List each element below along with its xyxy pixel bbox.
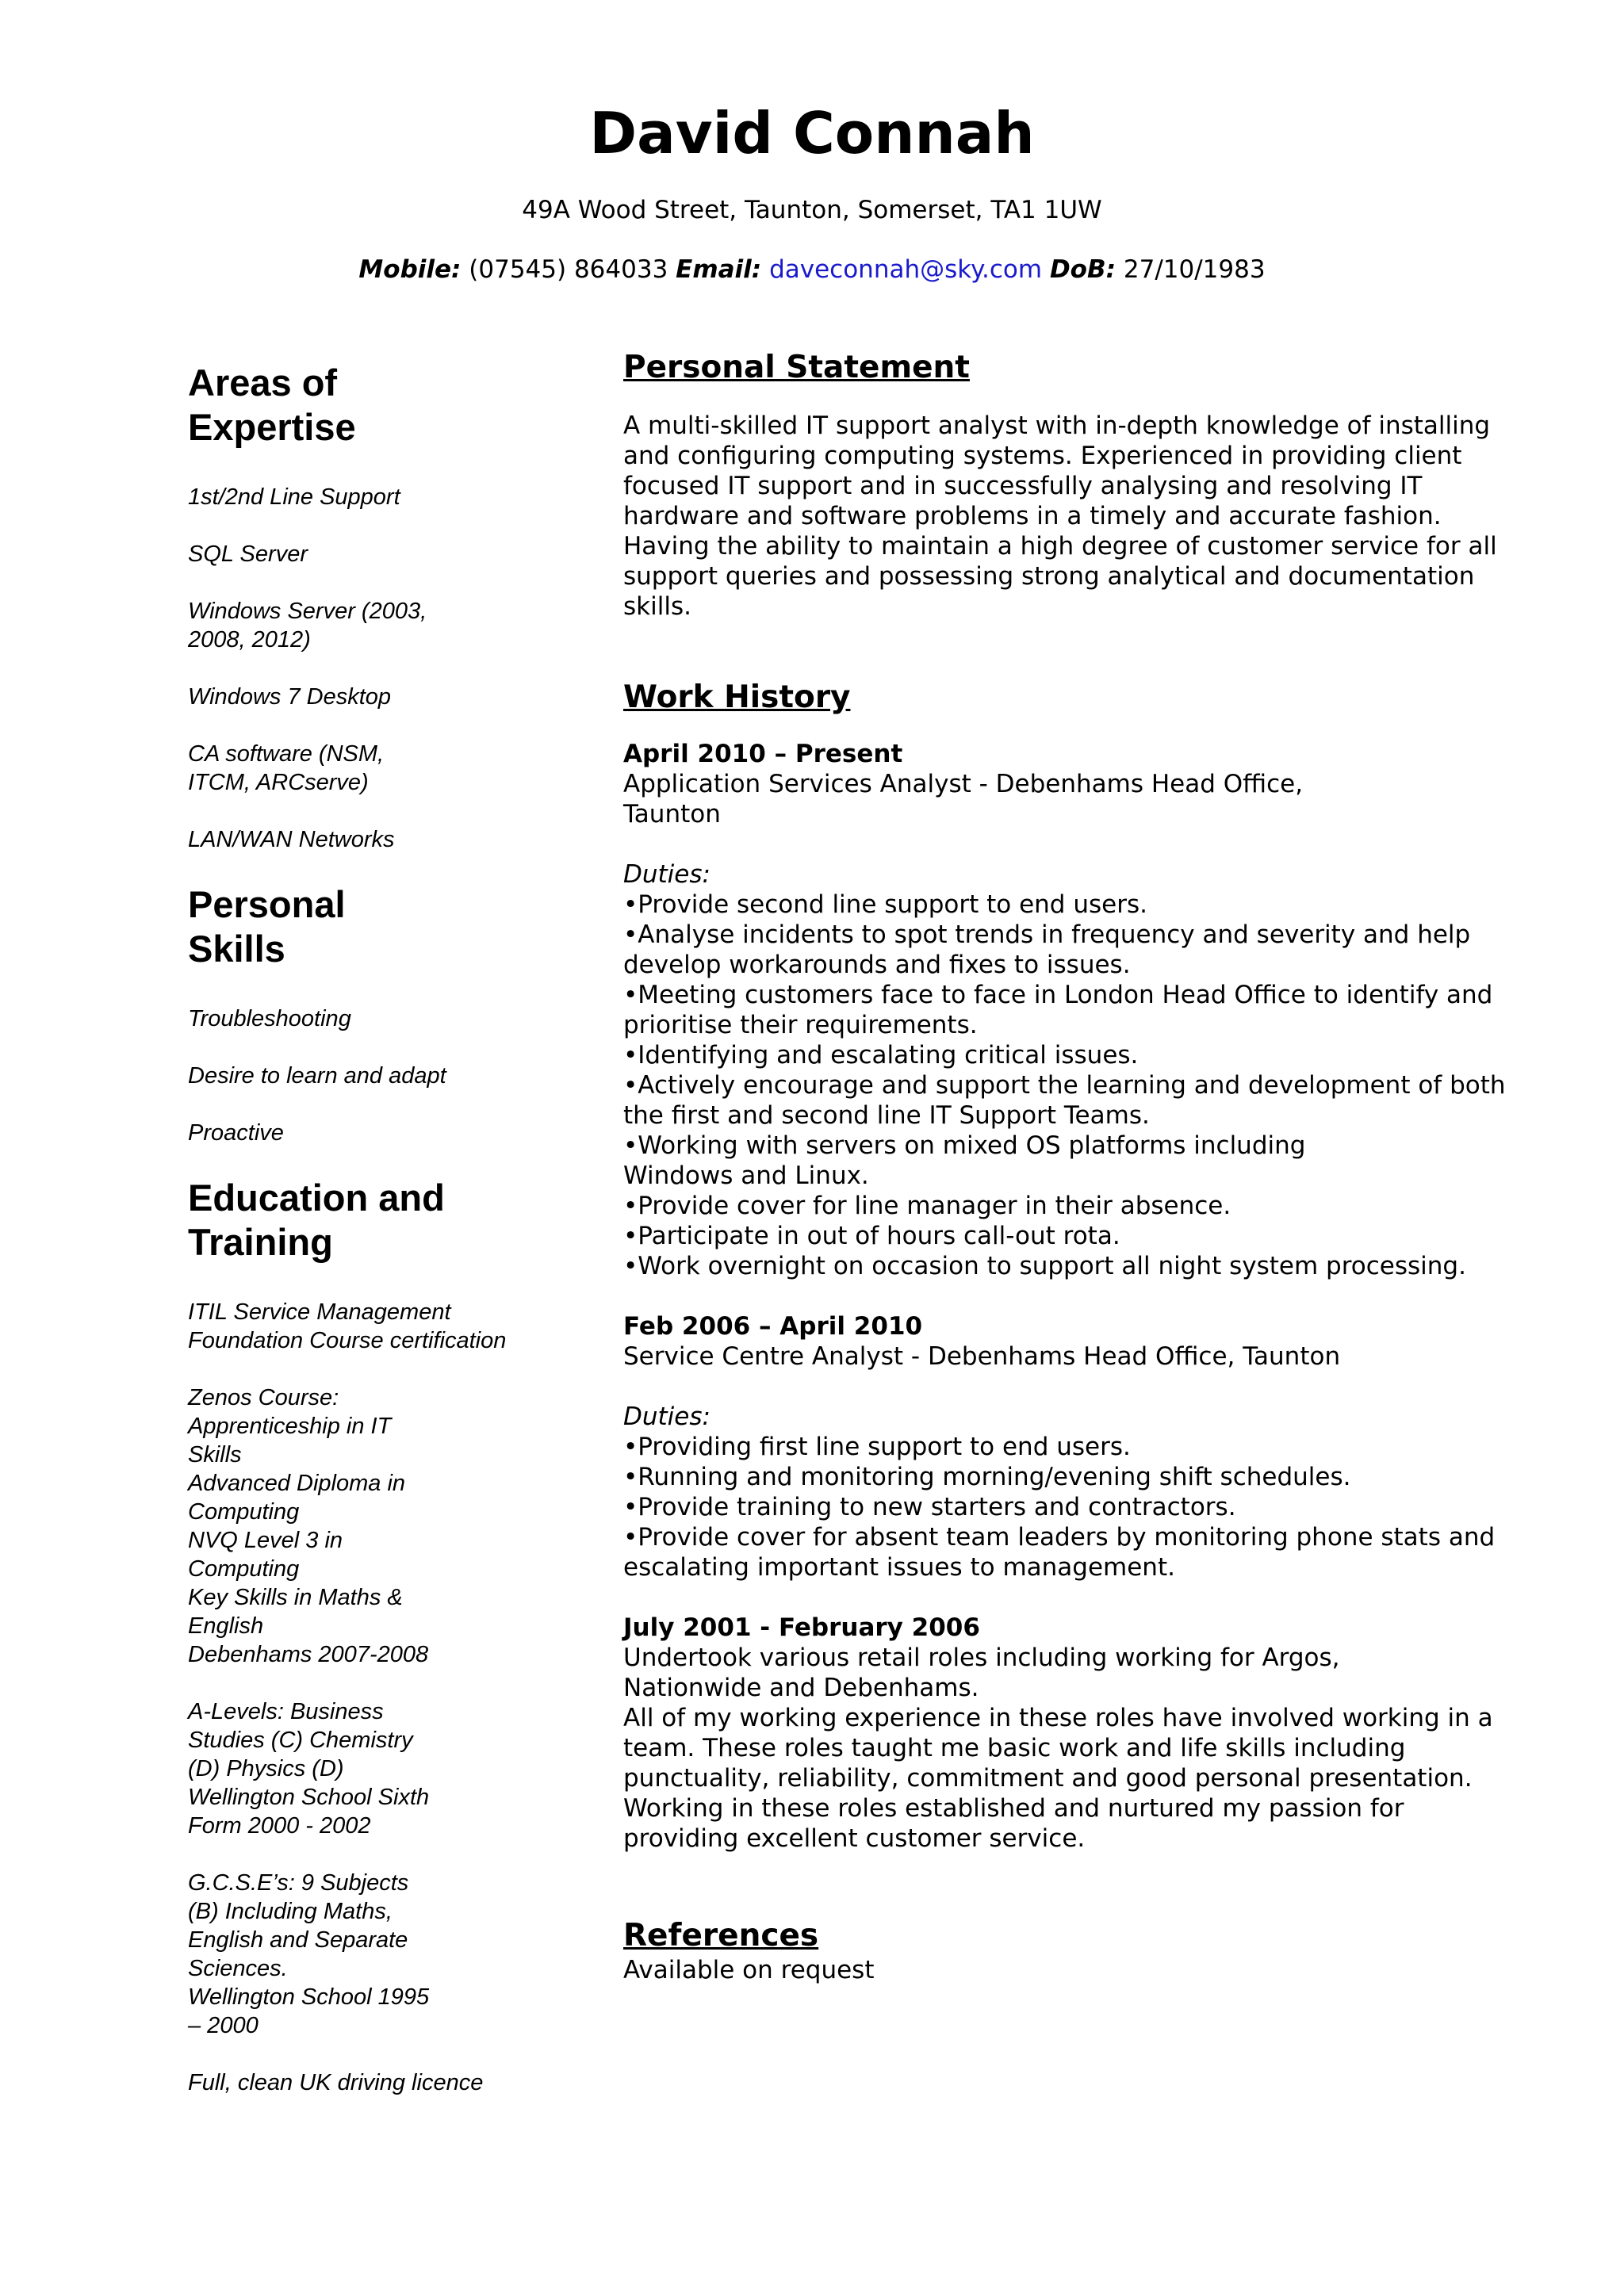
- skill-item: Desire to learn and adapt: [188, 1063, 446, 1089]
- candidate-name: David Connah: [589, 100, 1035, 166]
- duties-label: Duties:: [623, 1402, 710, 1431]
- right-column: [623, 349, 1527, 1985]
- email-link[interactable]: daveconnah@sky.com: [769, 255, 1043, 284]
- duty-item: •Actively encourage and support the learning and development of both the first and second line IT Support Teams.: [623, 1071, 1506, 1130]
- work-history-heading: Work History: [623, 679, 851, 715]
- education-item: Full, clean UK driving licence: [188, 2070, 484, 2095]
- job-entry: [623, 1311, 1527, 1582]
- duty-item: •Running and monitoring morning/evening shift schedules.: [623, 1463, 1351, 1491]
- expertise-item: Windows 7 Desktop: [188, 684, 392, 710]
- education-section: [188, 1176, 569, 2097]
- expertise-item: Windows Server (2003, 2008, 2012): [188, 599, 427, 652]
- expertise-section: [188, 361, 569, 854]
- duty-item: •Provide cover for absent team leaders by monitoring phone stats and escalating important issues to management.: [623, 1523, 1496, 1582]
- skill-item: Proactive: [188, 1120, 284, 1146]
- address: 49A Wood Street, Taunton, Somerset, TA1 1UW: [522, 196, 1102, 224]
- duties-list: [623, 1432, 1527, 1582]
- duty-item: •Analyse incidents to spot trends in frequency and severity and help develop workarounds and fixes to issues.: [623, 920, 1471, 979]
- job-title: Application Services Analyst - Debenhams Head Office, Taunton: [623, 770, 1304, 828]
- email-label: Email:: [676, 255, 762, 284]
- duty-item: •Provide cover for line manager in their absence.: [623, 1192, 1231, 1220]
- statement-text: A multi-skilled IT support analyst with in-depth knowledge of installing and configuring computing systems. Experienced in providing client focused IT support and in successfully analysing and resolving IT hardware and software problems in a timely and accurate fashion. Having the ability to maintain a high degree of customer service for all support queries and possessing strong analytical and documentation skills.: [623, 411, 1497, 621]
- job-dates: Feb 2006 – April 2010: [623, 1312, 923, 1341]
- duty-item: •Meeting customers face to face in London Head Office to identify and prioritise their requirements.: [623, 981, 1493, 1039]
- duty-item: •Providing first line support to end users.: [623, 1433, 1131, 1461]
- duty-item: •Provide training to new starters and contractors.: [623, 1493, 1236, 1521]
- job-entry: [623, 1613, 1527, 1854]
- education-heading: Education and Training: [188, 1177, 445, 1263]
- education-item: A-Levels: Business Studies (C) Chemistry (D) Physics (D) Wellington School Sixth Form 2000 - 2002: [188, 1699, 430, 1839]
- references-text: Available on request: [623, 1956, 875, 1984]
- skill-item: Troubleshooting: [188, 1006, 351, 1031]
- education-item: ITIL Service Management Foundation Course certification: [188, 1299, 507, 1353]
- dob-value: 27/10/1983: [1123, 255, 1266, 284]
- job-dates: July 2001 - February 2006: [623, 1613, 980, 1642]
- references-heading: References: [623, 1918, 819, 1954]
- duties-list: [623, 890, 1527, 1281]
- expertise-item: CA software (NSM, ITCM, ARCserve): [188, 741, 385, 795]
- expertise-item: 1st/2nd Line Support: [188, 484, 400, 510]
- expertise-item: LAN/WAN Networks: [188, 827, 395, 852]
- education-item: Zenos Course: Apprenticeship in IT Skills Advanced Diploma in Computing NVQ Level 3 in Computing Key Skills in Maths & English Debenhams 2007-2008: [188, 1385, 429, 1667]
- statement-heading: Personal Statement: [623, 350, 970, 385]
- left-column: [188, 361, 569, 2126]
- mobile-label: Mobile:: [358, 255, 462, 284]
- duty-item: •Identifying and escalating critical issues.: [623, 1041, 1139, 1070]
- skills-section: [188, 882, 569, 1147]
- job-entry: [623, 739, 1527, 1281]
- duty-item: •Participate in out of hours call-out rota.: [623, 1222, 1120, 1250]
- duty-item: •Provide second line support to end users.: [623, 890, 1147, 919]
- dob-label: DoB:: [1049, 255, 1116, 284]
- job-description: Undertook various retail roles including working for Argos, Nationwide and Debenhams. All of my working experience in these roles have involved working in a team. These roles taught me basic work and life skills including punctuality, reliability, commitment and good personal presentation. Working in these roles established and nurtured my passion for providing excellent customer service.: [623, 1644, 1493, 1853]
- job-dates: April 2010 – Present: [623, 740, 903, 768]
- contact-line: [0, 254, 1624, 285]
- expertise-heading: Areas of Expertise: [188, 362, 356, 448]
- duty-item: •Working with servers on mixed OS platforms including Windows and Linux.: [623, 1131, 1306, 1190]
- expertise-item: SQL Server: [188, 541, 308, 567]
- duty-item: •Work overnight on occasion to support all night system processing.: [623, 1252, 1466, 1280]
- duties-label: Duties:: [623, 860, 710, 889]
- skills-heading: Personal Skills: [188, 883, 346, 970]
- job-title: Service Centre Analyst - Debenhams Head Office, Taunton: [623, 1342, 1341, 1371]
- mobile-number: (07545) 864033: [469, 255, 668, 284]
- education-item: G.C.S.E’s: 9 Subjects (B) Including Maths, English and Separate Sciences. Wellington School 1995 – 2000: [188, 1870, 430, 2038]
